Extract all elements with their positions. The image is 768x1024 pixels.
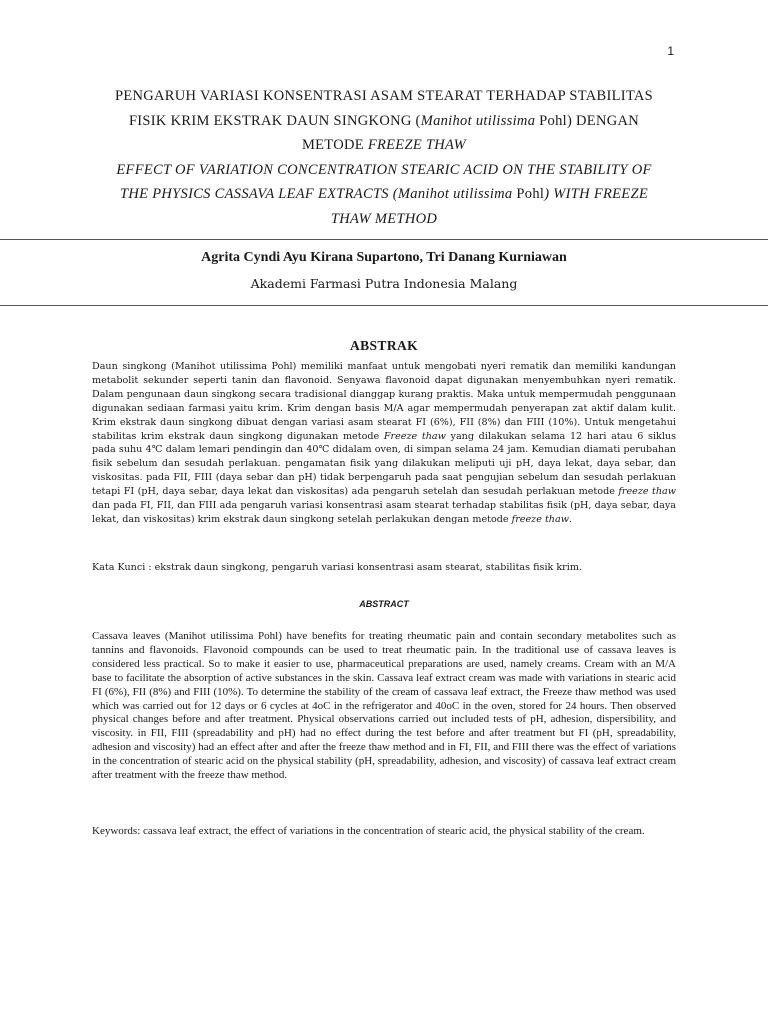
keywords: Keywords: cassava leaf extract, the effect of variations in the concentration of stearic acid, the physical stability of the cream. — [92, 825, 645, 837]
title-id-species: Manihot utilissima — [420, 112, 536, 129]
page-number: 1 — [667, 44, 674, 58]
abstrak-body-part-3: dan pada FI, FII, dan FIII ada pengaruh variasi konsentrasi asam stearat terhadap stabilitas fisik (pH, daya sebar, daya lekat, dan viskositas) krim ekstrak daun singkong setelah perlakukan dengan metode — [92, 500, 676, 525]
abstrak-heading: ABSTRAK — [349, 338, 419, 353]
title-en-line-3: THAW METHOD — [330, 210, 438, 227]
affiliation: Akademi Farmasi Putra Indonesia Malang — [250, 276, 518, 291]
title-en-line-2-post: ) WITH FREEZE — [544, 186, 648, 202]
abstrak-body-italic-2: freeze thaw — [618, 486, 676, 498]
paper-title — [92, 84, 676, 231]
title-en-line-2-mid: Pohl — [512, 186, 545, 202]
abstract-body: Cassava leaves (Manihot utilissima Pohl) have benefits for treating rheumatic pain and contain secondary metabolites such as tannins and flavonoids. Flavonoid compounds can be used to treat rheumatic pain. In the traditional use of cassava leaves is considered less practical. So to make it easier to use, pharmaceutical preparations are used, namely creams. Cream with an M/A base to facilitate the absorption of active substances in the skin. Cassava leaf extract cream was made with variations in stearic acid FI (6%), FII (8%) and FIII (10%). To determine the stability of the cream of cassava leaf extract, the Freeze thaw method was used which was carried out for 12 days or 6 cycles at 4oC in the refrigerator and 40oC in the oven, stored for 24 hours. Then observed physical changes before and after treatment. Physical observations carried out included tests of pH, adhesion, dispersibility, and viscosity. in FII, FIII (spreadability and pH) had no effect during the test before and after treatment but FI (pH, spreadability, adhesion and viscosity) had an effect after and after the freeze thaw method and in FI, FII, and FIII there was the effect of variations in the concentration of stearic acid on the physical stability (pH, spreadability, adhesion, and viscosity) of cassava leaf extract cream after treatment with the freeze thaw method. — [92, 630, 676, 782]
title-id-line-3 — [92, 133, 676, 158]
title-id-line-2 — [92, 109, 676, 134]
title-id-line-2-post: Pohl) DENGAN — [535, 112, 640, 129]
title-id-line-3-pre: METODE — [301, 137, 368, 153]
kata-kunci: Kata Kunci : ekstrak daun singkong, pengaruh variasi konsentrasi asam stearat, stabilitas fisik krim. — [92, 562, 582, 573]
abstrak-body-italic-1: Freeze thaw — [383, 430, 446, 442]
abstrak-body-part-2: yang dilakukan selama 12 hari atau 6 siklus pada suhu 4℃ dalam lemari pendingin dan 40℃ didalam oven, di simpan selama 24 jam. Kemudian diamati perubahan fisik sebelum dan sesudah perlakuan. pengamatan fisik yang dilakukan meliputi uji pH, daya lekat, daya sebar, dan viskositas. pada FII, FIII (daya sebar dan pH) tidak berpengaruh pada saat pengujian sebelum dan sesudah perlakuan tetapi FI (pH, daya sebar, daya lekat dan viskositas) ada pengaruh setelah dan sesudah perlakuan metode — [92, 430, 676, 498]
abstrak-body — [92, 360, 676, 527]
abstract-heading: ABSTRACT — [359, 599, 409, 609]
title-en-species: Manihot utilissima — [397, 186, 513, 202]
author-list: Agrita Cyndi Ayu Kirana Supartono, Tri Danang Kurniawan — [201, 250, 567, 265]
title-en-line-2 — [92, 182, 676, 207]
title-en-line-2-pre: THE PHYSICS CASSAVA LEAF EXTRACTS ( — [120, 186, 398, 202]
divider-bottom — [0, 305, 768, 306]
divider-top — [0, 239, 768, 240]
title-id-method: FREEZE THAW — [367, 137, 467, 153]
title-en-line-1: EFFECT OF VARIATION CONCENTRATION STEARIC ACID ON THE STABILITY OF — [116, 161, 652, 178]
abstrak-body-part-1: Daun singkong (Manihot utilissima Pohl) memiliki manfaat untuk mengobati nyeri rematik dan memiliki kandungan metabolit sekunder seperti tanin dan flavonoid. Senyawa flavonoid dapat digunakan menyembuhkan nyeri rematik. Dalam pengunaan daun singkong secara tradisional dianggap kurang praktis. Maka untuk mempermudah penggunaan digunakan sediaan farmasi yaitu krim. Krim dengan basis M/A agar mempermudah penyerapan zat aktif dalam kulit. Krim ekstrak daun singkong dibuat dengan variasi asam stearat FI (6%), FII (8%) dan FIII (10%). Untuk mengetahui stabilitas krim ekstrak daun singkong digunakan metode — [92, 361, 676, 442]
title-id-line-2-pre: FISIK KRIM EKSTRAK DAUN SINGKONG ( — [128, 112, 421, 129]
abstrak-body-italic-3: freeze thaw — [511, 513, 569, 525]
abstrak-body-part-4: . — [568, 513, 572, 525]
title-id-line-1: PENGARUH VARIASI KONSENTRASI ASAM STEARAT TERHADAP STABILITAS — [114, 88, 654, 104]
